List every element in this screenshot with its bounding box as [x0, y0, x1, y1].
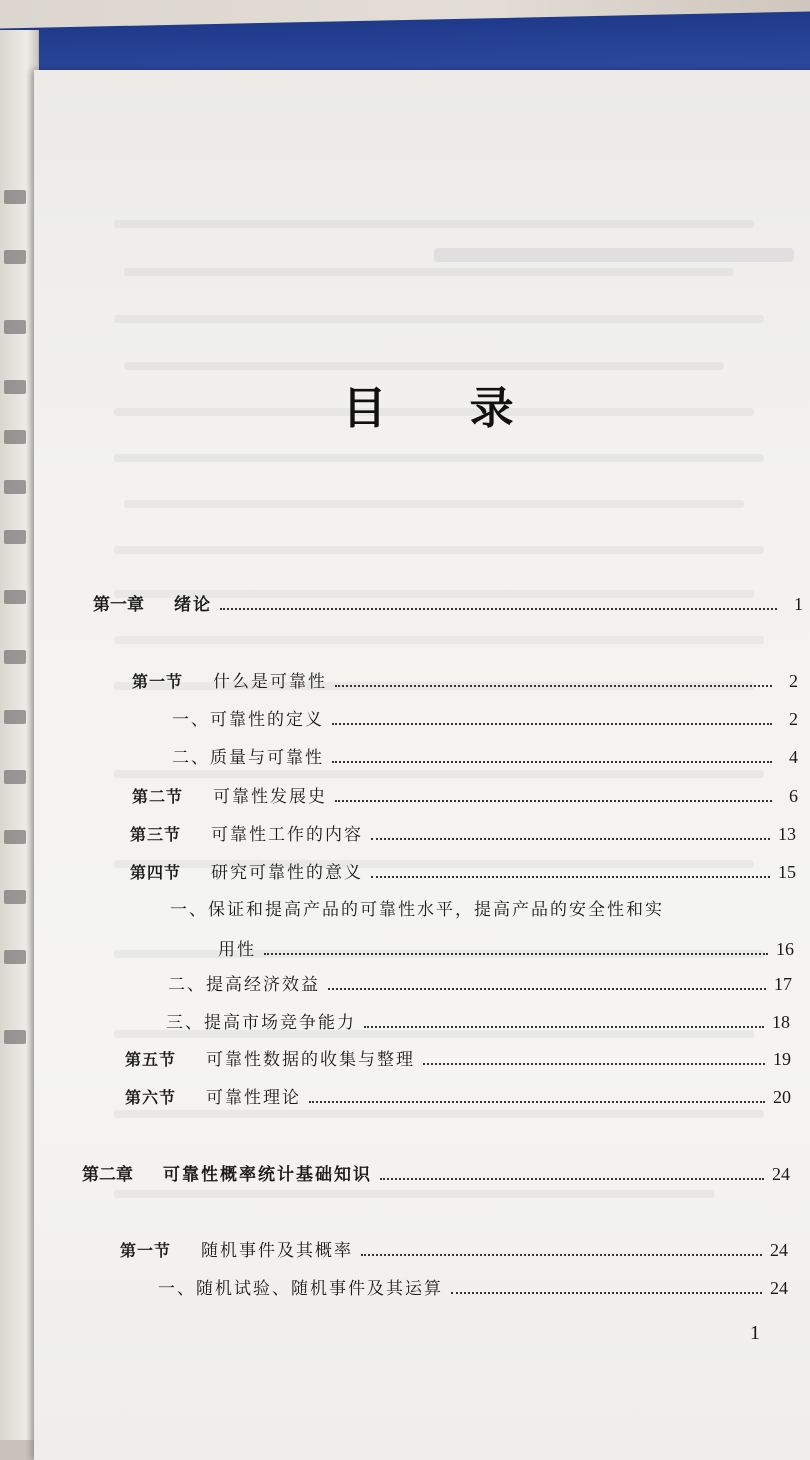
page-ref: 4 — [789, 747, 798, 767]
section-number: 第二节 — [132, 787, 184, 806]
section-title: 随机事件及其概率 — [201, 1241, 354, 1261]
dot-leader — [328, 988, 766, 990]
toc-entry — [125, 1083, 791, 1108]
toc-entry — [172, 743, 798, 768]
toc-entry — [218, 935, 794, 960]
chapter-title: 绪论 — [174, 595, 212, 615]
section-title: 什么是可靠性 — [213, 672, 328, 692]
toc-entry — [120, 1236, 788, 1261]
section-title: 可靠性理论 — [206, 1088, 302, 1108]
toc-entry — [132, 667, 798, 692]
chapter-number: 第一章 — [93, 595, 144, 615]
page-ref: 2 — [789, 709, 798, 729]
section-number: 第三节 — [130, 825, 182, 844]
dot-leader — [335, 685, 772, 687]
page-ref: 2 — [789, 671, 798, 691]
toc-entry — [125, 1045, 791, 1070]
subsection-title: 一、可靠性的定义 — [172, 710, 324, 730]
section-number: 第六节 — [125, 1088, 177, 1107]
dot-leader — [451, 1292, 762, 1294]
dot-leader — [309, 1101, 765, 1103]
page-ref: 1 — [794, 594, 803, 614]
section-title: 可靠性工作的内容 — [211, 825, 364, 845]
toc-entry — [130, 858, 796, 883]
page-ref: 24 — [770, 1240, 788, 1260]
dot-leader — [220, 608, 777, 610]
page-ref: 19 — [773, 1049, 791, 1069]
page-title: 目 录 — [342, 383, 548, 434]
toc-entry — [168, 970, 792, 995]
section-number: 第五节 — [125, 1050, 177, 1069]
toc-entry — [158, 1274, 788, 1299]
page-ref: 20 — [773, 1087, 791, 1107]
page-ref: 15 — [778, 862, 796, 882]
dot-leader — [332, 723, 772, 725]
page-ref: 24 — [772, 1164, 790, 1184]
dot-leader — [332, 761, 772, 763]
subsection-title: 一、保证和提高产品的可靠性水平，提高产品的安全性和实 — [170, 900, 664, 920]
dot-leader — [361, 1254, 762, 1256]
toc-entry — [132, 782, 798, 807]
toc-entry — [170, 895, 790, 920]
section-number: 第四节 — [130, 863, 182, 882]
toc-entry — [166, 1008, 790, 1033]
chapter-number: 第二章 — [82, 1165, 133, 1185]
page-ref: 6 — [789, 786, 798, 806]
dot-leader — [335, 800, 772, 802]
section-number: 第一节 — [132, 672, 184, 691]
toc-entry — [93, 590, 803, 615]
toc-entry — [172, 705, 798, 730]
page-ref: 18 — [772, 1012, 790, 1032]
chapter-title: 可靠性概率统计基础知识 — [163, 1165, 372, 1185]
toc-entry — [82, 1160, 790, 1185]
page-ref: 13 — [778, 824, 796, 844]
subsection-title: 二、提高经济效益 — [168, 975, 320, 995]
page-ref: 24 — [770, 1278, 788, 1298]
dot-leader — [371, 876, 770, 878]
page-ref: 17 — [774, 974, 792, 994]
dot-leader — [371, 838, 770, 840]
page-ref: 16 — [776, 939, 794, 959]
page-number: 1 — [750, 1322, 760, 1344]
section-title: 可靠性数据的收集与整理 — [206, 1050, 416, 1070]
section-title: 研究可靠性的意义 — [211, 863, 364, 883]
subsection-title: 一、随机试验、随机事件及其运算 — [158, 1279, 443, 1299]
dot-leader — [423, 1063, 765, 1065]
subsection-title-continued: 用性 — [218, 940, 256, 960]
subsection-title: 三、提高市场竞争能力 — [166, 1013, 356, 1033]
dot-leader — [380, 1178, 764, 1180]
toc-entry — [130, 820, 796, 845]
dot-leader — [364, 1026, 764, 1028]
section-number: 第一节 — [120, 1241, 172, 1260]
dot-leader — [264, 953, 768, 955]
subsection-title: 二、质量与可靠性 — [172, 748, 324, 768]
section-title: 可靠性发展史 — [213, 787, 328, 807]
